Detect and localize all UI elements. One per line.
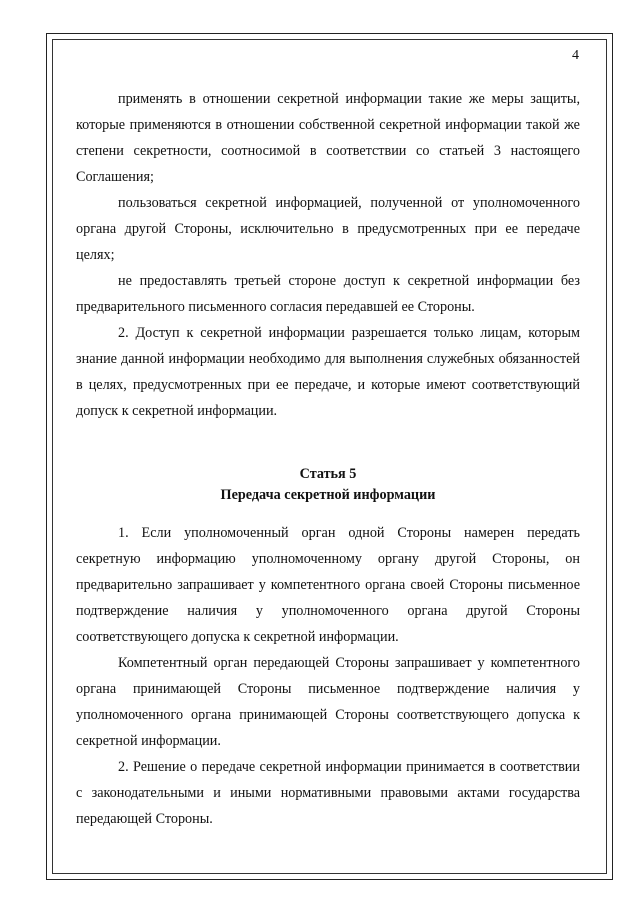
paragraph: 1. Если уполномоченный орган одной Стороны намерен передать секретную информацию уполномоченному органу другой Стороны, он предварительно запрашивает у компетентного органа своей Стороны письменное подтверждение наличия у уполномоченного органа другой Стороны соответствующего допуска к секретной информации. [76,525,580,645]
document-body [76,86,580,832]
paragraph: применять в отношении секретной информации такие же меры защиты, которые применяются в отношении собственной секретной информации такой же степени секретности, соотносимой в соответствии со статьей 3 настоящего Соглашения; [76,91,580,185]
article-title: Передача секретной информации [220,487,436,503]
paragraph: не предоставлять третьей стороне доступ к секретной информации без предварительного письменного согласия передавшей ее Стороны. [76,273,580,315]
page-number: 4 [572,48,579,63]
paragraph: пользоваться секретной информацией, полученной от уполномоченного органа другой Стороны, исключительно в предусмотренных при ее передаче целях; [76,195,580,263]
section-spacer [76,424,580,464]
paragraph: 2. Доступ к секретной информации разрешается только лицам, которым знание данной информации необходимо для выполнения служебных обязанностей в целях, предусмотренных при ее передаче, и которые имеют соответствующий допуск к секретной информации. [76,325,580,419]
paragraph: 2. Решение о передаче секретной информации принимается в соответствии с законодательными и иными нормативными правовыми актами государства передающей Стороны. [76,759,580,827]
paragraph: Компетентный орган передающей Стороны запрашивает у компетентного органа принимающей Стороны письменное подтверждение наличия у уполномоченного органа принимающей Стороны соответствующего допуска к секретной информации. [76,655,580,749]
article-number: Статья 5 [299,466,357,482]
